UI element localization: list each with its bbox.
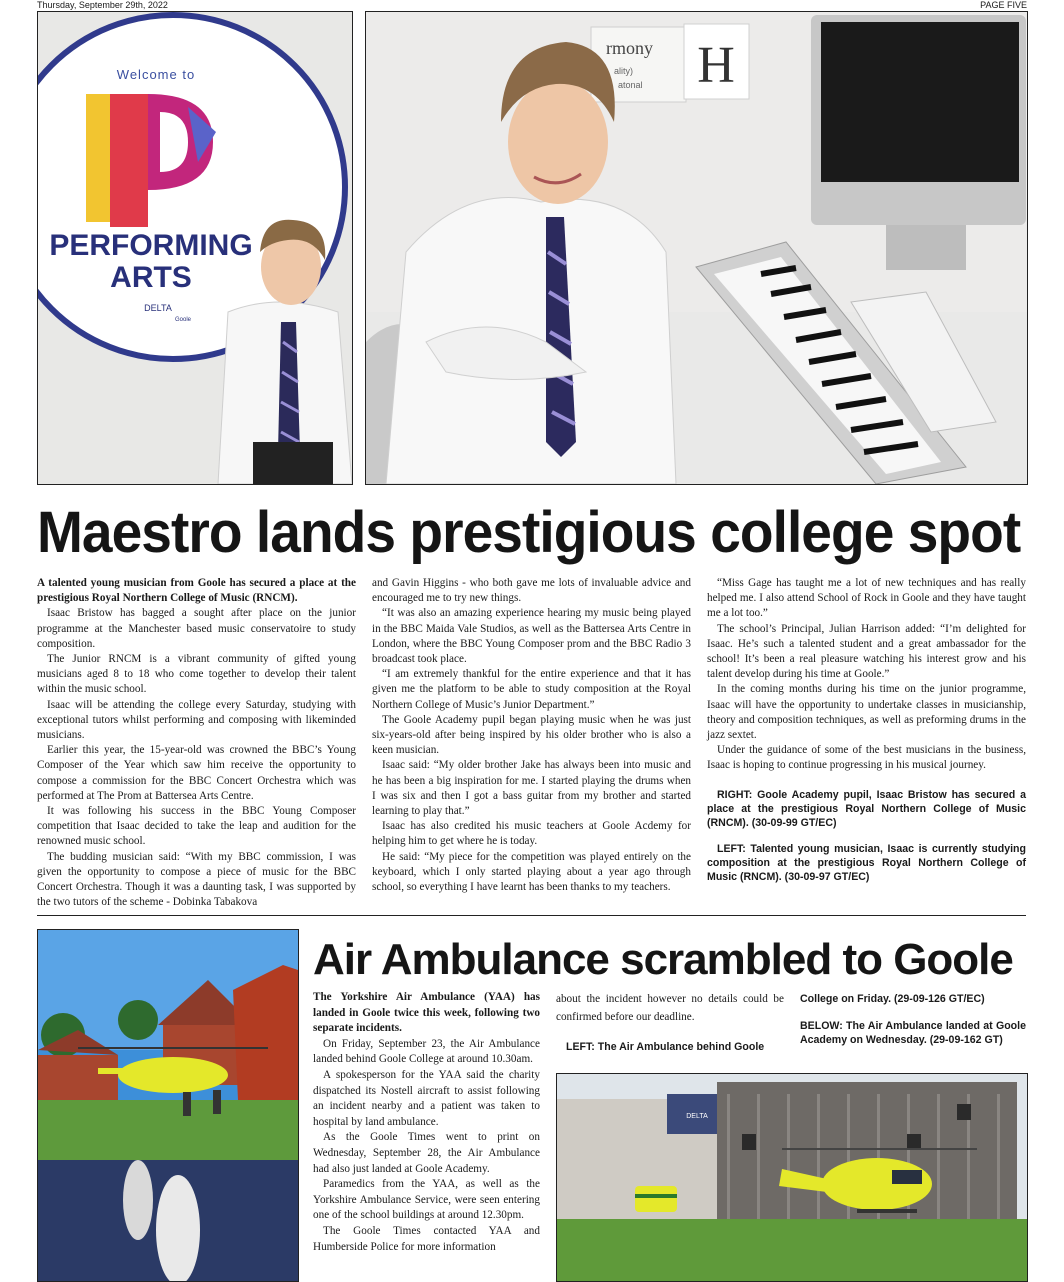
story1-paragraph: He said: “My piece for the competition was played entirely on the keyboard, which I only started playing about a year ago through school, so everything I have learnt has been thanks to my teachers.	[372, 850, 691, 894]
story1-paragraph: “Miss Gage has taught me a lot of new techniques and has really helped me. I also attend School of Rock in Goole and they have taught me a lot too.”	[707, 577, 1026, 620]
story2-paragraph: about the incident however no details could be confirmed before our deadline.	[556, 993, 784, 1023]
story1-paragraph: Isaac said: “My older brother Jake has always been into music and he has been a big inspiration for me. I started playing the drums when I was six and then I got a bass guitar from my brother and started learning to play that.”	[372, 759, 691, 818]
story2-paragraph: Paramedics from the YAA, as well as the Yorkshire Ambulance Service, were seen entering one of the school buildings at around 12.30pm.	[313, 1178, 540, 1222]
story1-paragraph: “I am extremely thankful for the entire experience and that it has given me the platform to be able to study composition at the Royal Northern College of Music’s Junior Department.”	[372, 668, 691, 711]
photo-air-ambulance-college	[37, 929, 299, 1282]
story1-paragraph: It was following his success in the BBC Young Composer competition that Isaac decided to take the leap and audition for the renowned music school.	[37, 805, 356, 848]
sign-welcome-text: Welcome to	[116, 67, 196, 82]
story1-paragraph: The Goole Academy pupil began playing music when he was just six-years-old after being inspired by his older brother who is also a keen musician.	[372, 713, 691, 757]
story1-paragraph: The school’s Principal, Julian Harrison added: “I’m delighted for Isaac. He’s such a talented student and a great ambassador for the school! It’s been a real pleasure watching his interest grow and his talent develop during his time at Goole.”	[707, 622, 1026, 681]
story2-paragraph: As the Goole Times went to print on Wednesday, September 28, the Air Ambulance had also just landed at Goole Academy.	[313, 1131, 540, 1175]
story2-paragraph: The Yorkshire Air Ambulance (YAA) has landed in Goole twice this week, following two separate incidents.	[313, 991, 540, 1035]
story1-column-1	[37, 576, 356, 910]
story1-paragraph: In the coming months during his time on the junior programme, Isaac will have the opportunity to undertake classes in musicianship, theory and composition techniques, as well as preforming drums in the jazz sextet.	[707, 683, 1026, 742]
wall-sign-text: rmony	[606, 38, 653, 58]
story-divider	[37, 915, 1026, 916]
academy-sign: DELTA	[686, 1113, 708, 1120]
story2-paragraph: The Goole Times contacted YAA and Humberside Police for more information	[313, 1224, 540, 1253]
story1-paragraph: Earlier this year, the 15-year-old was crowned the BBC’s Young Composer of the Year which saw him receive the opportunity to compose a commission for the BBC Concert Orchestra which was performed at The Prom at Battersea Arts Centre.	[37, 744, 356, 802]
caption-air-ambulance-below: BELOW: The Air Ambulance landed at Goole Academy on Wednesday. (29-09-162 GT)	[800, 1020, 1026, 1046]
issue-date: Thursday, September 29th, 2022	[37, 0, 168, 10]
caption-left: LEFT: Talented young musician, Isaac is currently studying composition at the prestigious Royal Northern College of Music (RNCM). (30-09-97 GT/EC)	[707, 842, 1026, 883]
delta-logo-sub: Goole	[174, 317, 192, 323]
story1-paragraph: The budding musician said: “With my BBC commission, I was given the opportunity to compose a piece of music for the BBC Concert Orchestra. Though it was a daunting task, I was supported by the two tutors of the scheme - Dobinka Tabakova	[37, 850, 356, 909]
delta-logo-text: DELTA	[144, 303, 172, 313]
sign-performing-text: PERFORMING	[49, 229, 253, 262]
wall-sign-sub: ality)	[614, 66, 634, 76]
story1-paragraph: and Gavin Higgins - who both gave me lots of invaluable advice and encouraged me to try new things.	[372, 577, 691, 605]
story2-paragraph: On Friday, September 23, the Air Ambulance landed behind Goole College at around 10.30am.	[313, 1037, 540, 1066]
photo-air-ambulance-academy	[556, 1073, 1028, 1282]
story2-paragraph: A spokesperson for the YAA said the charity dispatched its Nostell aircraft to assist following an incident nearby and a patient was taken to hospital by land ambulance.	[313, 1068, 540, 1128]
story1-headline: Maestro lands prestigious college spot	[37, 500, 1021, 565]
story1-paragraph: A talented young musician from Goole has secured a place at the prestigious Royal Northern College of Music (RNCM).	[37, 577, 356, 605]
photo-isaac-keyboard	[365, 11, 1028, 485]
caption-air-ambulance-left: LEFT: The Air Ambulance behind Goole	[566, 1041, 765, 1053]
story2-headline: Air Ambulance scrambled to Goole	[313, 935, 1013, 984]
story1-paragraph: Isaac has also credited his music teachers at Goole Acdemy for helping him to get where he is today.	[372, 820, 691, 848]
sign-arts-text: ARTS	[110, 261, 192, 294]
story1-paragraph: “It was also an amazing experience hearing my music being played in the BBC Maida Vale Studios, as well as the Battersea Arts Centre in London, where the BBC Young Composer prom and the BBC Radio 3 broadcast took place.	[372, 607, 691, 666]
story2-column-3	[800, 992, 1026, 1047]
page-number: PAGE FIVE	[980, 0, 1027, 10]
story1-paragraph: Isaac Bristow has bagged a sought after place on the junior programme at the Manchester based music conservatoire to study composition.	[37, 607, 356, 650]
photo-performing-arts	[37, 11, 353, 485]
caption-right: RIGHT: Goole Academy pupil, Isaac Bristow has secured a place at the prestigious Royal Northern College of Music (RNCM). (30-09-99 GT/EC)	[707, 788, 1026, 829]
story1-paragraph: The Junior RNCM is a vibrant community of gifted young musicians aged 8 to 18 who come together to develop their talent within the music school.	[37, 653, 356, 696]
story1-paragraph: Isaac will be attending the college every Saturday, studying with exceptional tutors whilst performing and composing with likeminded musicians.	[37, 698, 356, 742]
story1-column-3	[707, 576, 1026, 884]
story1-column-2	[372, 576, 691, 895]
story2-column-1	[313, 990, 540, 1255]
story2-column-2	[556, 990, 784, 1054]
wall-sign-sub2: atonal	[618, 80, 643, 90]
story1-paragraph: Under the guidance of some of the best musicians in the business, Isaac is hoping to continue progressing in his musical journey.	[707, 744, 1026, 772]
wall-letter: H	[697, 37, 735, 94]
caption-air-ambulance-left-cont: College on Friday. (29-09-126 GT/EC)	[800, 993, 985, 1005]
